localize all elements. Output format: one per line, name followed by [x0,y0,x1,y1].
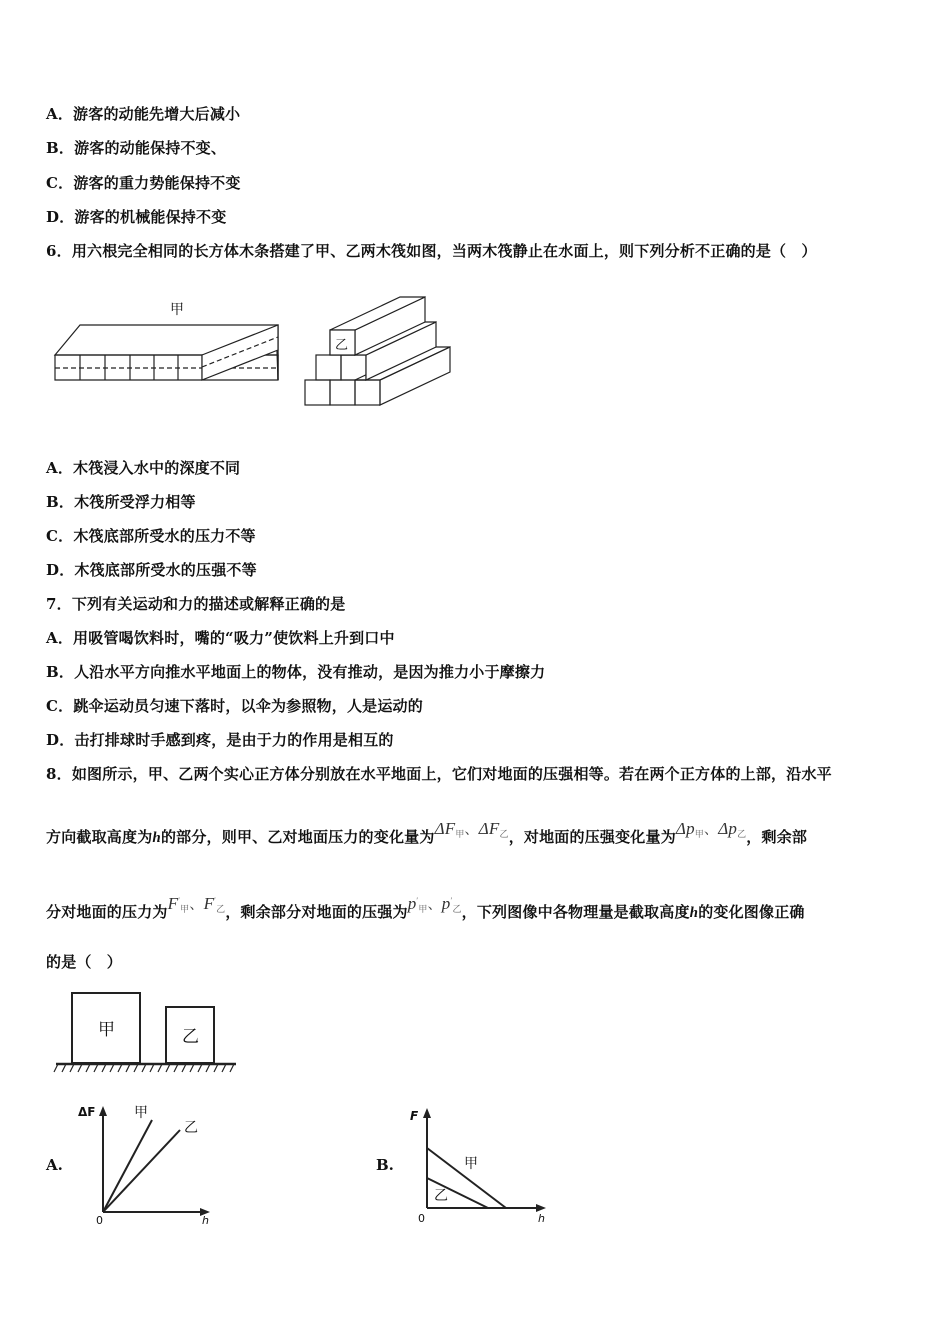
q7-option-a: A．用吸管喝饮料时，嘴的“吸力”使饮料上升到口中 [46,629,395,647]
q6-option-b: B．木筏所受浮力相等 [46,493,196,511]
q8-option-a-label: A. [46,1156,63,1174]
raft-yi-drawing [305,297,450,405]
q7-option-d: D．击打排球时手感到疼，是由于力的作用是相互的 [46,731,394,749]
delta-f-symbols: $\Delta F_甲$、$\Delta F_乙$ [434,819,509,839]
graph-b-origin: 0 [418,1212,425,1225]
p-prime-symbols: $p'_甲$、$p'_乙$ [407,894,462,914]
f-prime-symbols: $F'_甲$、$F'_乙$ [167,894,226,914]
graph-a-y-label: ΔF [78,1105,96,1119]
q8-line4: 的是（ ） [46,953,123,971]
delta-p-symbols: $\Delta p_甲$、$\Delta p_乙$ [675,819,747,839]
q7-option-b: B．人沿水平方向推水平地面上的物体，没有推动，是因为推力小于摩擦力 [46,663,546,681]
q5-option-a: A．游客的动能先增大后减小 [46,105,241,123]
q6-option-c: C．木筏底部所受水的压力不等 [46,527,256,545]
cube-jia-label: 甲 [98,1020,115,1040]
q8-line2: 方向截取高度为h的部分，则甲、乙对地面压力的变化量为$\Delta F_甲$、$\Delta F_乙$，对地面的压强变化量为$\Delta p_甲$、$\Delta p_乙$，剩余部 [46,819,808,846]
q8-line1: 8．如图所示，甲、乙两个实心正方体分别放在水平地面上，它们对地面的压强相等。若在两个正方体的上部，沿水平 [46,765,832,783]
q7-option-c: C．跳伞运动员匀速下落时，以伞为参照物，人是运动的 [46,697,423,715]
q6-option-a: A．木筏浸入水中的深度不同 [46,459,241,477]
raft-jia-side [202,325,278,380]
q6-option-d: D．木筏底部所受水的压强不等 [46,561,257,579]
q5-option-d: D．游客的机械能保持不变 [46,208,227,226]
graph-a-x-label: h [202,1214,209,1225]
graph-a [72,1100,222,1225]
cubes-figure [52,990,242,1080]
cube-yi-label: 乙 [182,1027,199,1047]
graph-a-label-yi: 乙 [184,1120,198,1136]
graph-a-origin: 0 [96,1214,103,1225]
raft-yi-label: 乙 [335,338,349,353]
q5-option-b: B．游客的动能保持不变、 [46,139,227,157]
q7-stem: 7．下列有关运动和力的描述或解释正确的是 [46,595,346,613]
graph-a-line-yi [103,1130,180,1212]
graph-b-label-jia: 甲 [464,1156,478,1172]
q8-line3: 分对地面的压力为$F'_甲$、$F'_乙$，剩余部分对地面的压强为$p'_甲$、$p'_乙$，下列图像中各物理量是截取高度h的变化图像正确 [46,894,805,921]
raft-figure [50,292,460,412]
graph-b [400,1100,560,1225]
raft-jia-label: 甲 [170,302,184,318]
q5-option-c: C．游客的重力势能保持不变 [46,174,241,192]
q6-stem: 6．用六根完全相同的长方体木条搭建了甲、乙两木筏如图，当两木筏静止在水面上，则下列分析不正确的是（ ） [46,242,817,260]
graph-a-label-jia: 甲 [134,1105,148,1121]
graph-a-line-jia [103,1120,152,1212]
graph-b-label-yi: 乙 [434,1188,448,1204]
graph-b-y-label: F [410,1109,419,1123]
graph-b-x-label: h [538,1212,545,1225]
q8-option-b-label: B. [376,1156,394,1174]
